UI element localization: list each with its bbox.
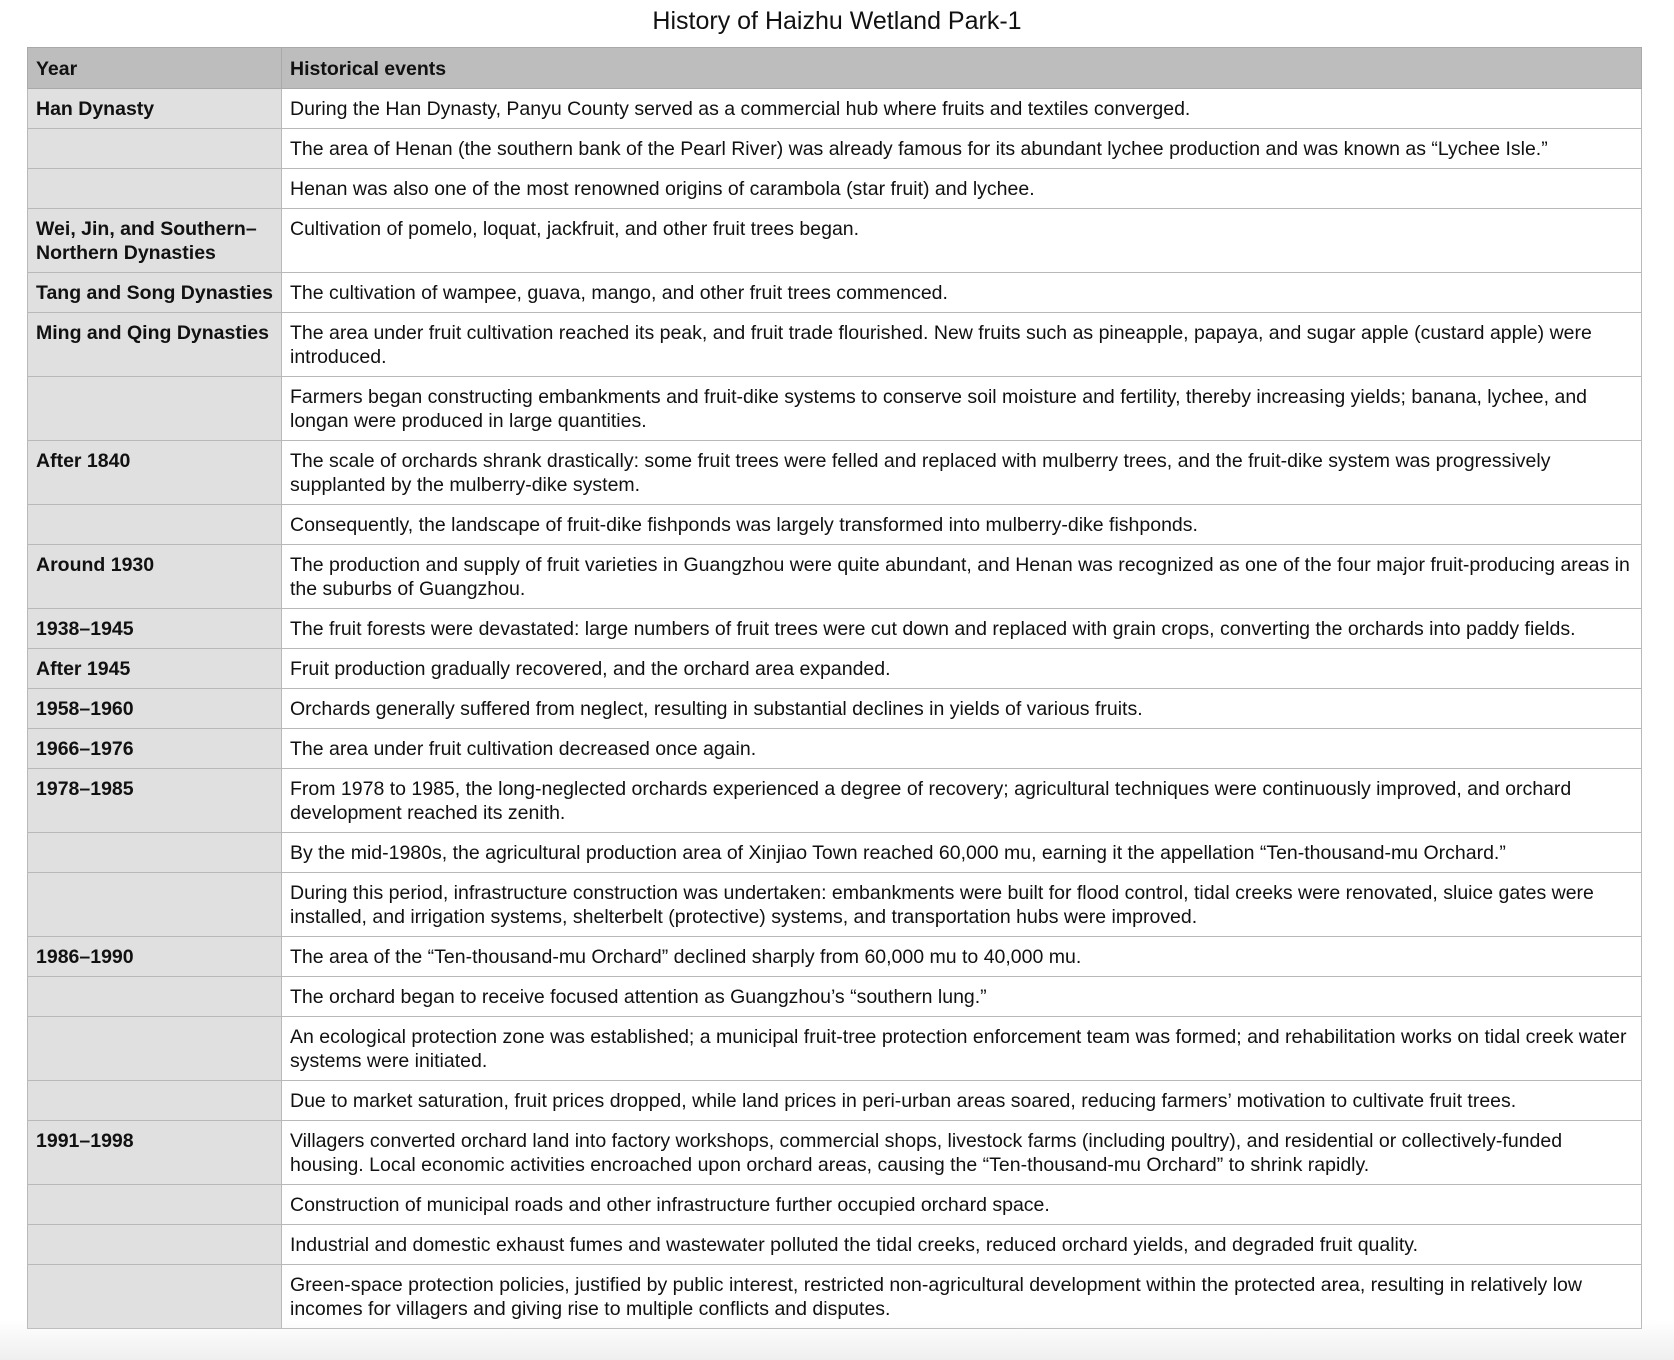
year-cell[interactable]	[28, 977, 282, 1017]
year-cell[interactable]: 1938–1945	[28, 609, 282, 649]
year-cell[interactable]: 1978–1985	[28, 769, 282, 833]
event-cell[interactable]: The scale of orchards shrank drastically: some fruit trees were felled and replaced with mulberry trees, and the fruit-dike system was progressively supplanted by the mulberry-dike system.	[282, 441, 1642, 505]
history-table	[27, 47, 1642, 1329]
event-cell[interactable]: The production and supply of fruit varieties in Guangzhou were quite abundant, and Henan was recognized as one of the four major fruit-producing areas in the suburbs of Guangzhou.	[282, 545, 1642, 609]
table-row	[28, 873, 1642, 937]
year-cell[interactable]: Tang and Song Dynasties	[28, 273, 282, 313]
event-cell[interactable]: From 1978 to 1985, the long-neglected orchards experienced a degree of recovery; agricultural techniques were continuously improved, and orchard development reached its zenith.	[282, 769, 1642, 833]
event-cell[interactable]: The cultivation of wampee, guava, mango, and other fruit trees commenced.	[282, 273, 1642, 313]
year-cell[interactable]: 1966–1976	[28, 729, 282, 769]
event-cell[interactable]: An ecological protection zone was established; a municipal fruit-tree protection enforcement team was formed; and rehabilitation works on tidal creek water systems were initiated.	[282, 1017, 1642, 1081]
column-header-year[interactable]: Year	[28, 48, 282, 89]
table-row	[28, 129, 1642, 169]
event-cell[interactable]: The area under fruit cultivation reached its peak, and fruit trade flourished. New fruits such as pineapple, papaya, and sugar apple (custard apple) were introduced.	[282, 313, 1642, 377]
sheet-title: History of Haizhu Wetland Park-1	[652, 7, 1022, 35]
header-row	[28, 48, 1642, 89]
table-row	[28, 89, 1642, 129]
year-cell[interactable]	[28, 377, 282, 441]
event-cell[interactable]: Farmers began constructing embankments and fruit-dike systems to conserve soil moisture and fertility, thereby increasing yields; banana, lychee, and longan were produced in large quantities.	[282, 377, 1642, 441]
year-cell[interactable]	[28, 1185, 282, 1225]
table-row	[28, 1265, 1642, 1329]
table-row	[28, 1185, 1642, 1225]
table-row	[28, 1225, 1642, 1265]
event-cell[interactable]: Construction of municipal roads and other infrastructure further occupied orchard space.	[282, 1185, 1642, 1225]
table-row	[28, 769, 1642, 833]
table-row	[28, 1081, 1642, 1121]
event-cell[interactable]: Consequently, the landscape of fruit-dike fishponds was largely transformed into mulberry-dike fishponds.	[282, 505, 1642, 545]
table-row	[28, 441, 1642, 505]
table-row	[28, 833, 1642, 873]
event-cell[interactable]: Industrial and domestic exhaust fumes and wastewater polluted the tidal creeks, reduced orchard yields, and degraded fruit quality.	[282, 1225, 1642, 1265]
year-cell[interactable]: Han Dynasty	[28, 89, 282, 129]
event-cell[interactable]: The fruit forests were devastated: large numbers of fruit trees were cut down and replaced with grain crops, converting the orchards into paddy fields.	[282, 609, 1642, 649]
table-row	[28, 209, 1642, 273]
table-row	[28, 1121, 1642, 1185]
event-cell[interactable]: The area of the “Ten-thousand-mu Orchard” declined sharply from 60,000 mu to 40,000 mu.	[282, 937, 1642, 977]
event-cell[interactable]: The orchard began to receive focused attention as Guangzhou’s “southern lung.”	[282, 977, 1642, 1017]
table-row	[28, 313, 1642, 377]
year-cell[interactable]	[28, 833, 282, 873]
year-cell[interactable]	[28, 129, 282, 169]
table-row	[28, 505, 1642, 545]
table-row	[28, 977, 1642, 1017]
year-cell[interactable]: 1986–1990	[28, 937, 282, 977]
year-cell[interactable]: 1991–1998	[28, 1121, 282, 1185]
column-header-historical-events[interactable]: Historical events	[282, 48, 1642, 89]
table-row	[28, 377, 1642, 441]
event-cell[interactable]: Fruit production gradually recovered, and the orchard area expanded.	[282, 649, 1642, 689]
event-cell[interactable]: The area under fruit cultivation decreased once again.	[282, 729, 1642, 769]
event-cell[interactable]: Orchards generally suffered from neglect, resulting in substantial declines in yields of various fruits.	[282, 689, 1642, 729]
year-cell[interactable]	[28, 873, 282, 937]
table-row	[28, 609, 1642, 649]
table-row	[28, 649, 1642, 689]
year-cell[interactable]: 1958–1960	[28, 689, 282, 729]
event-cell[interactable]: Due to market saturation, fruit prices dropped, while land prices in peri-urban areas soared, reducing farmers’ motivation to cultivate fruit trees.	[282, 1081, 1642, 1121]
year-cell[interactable]: Ming and Qing Dynasties	[28, 313, 282, 377]
table-row	[28, 169, 1642, 209]
year-cell[interactable]	[28, 505, 282, 545]
table-container	[27, 47, 1641, 1329]
year-cell[interactable]	[28, 1081, 282, 1121]
event-cell[interactable]: The area of Henan (the southern bank of the Pearl River) was already famous for its abundant lychee production and was known as “Lychee Isle.”	[282, 129, 1642, 169]
event-cell[interactable]: By the mid-1980s, the agricultural production area of Xinjiao Town reached 60,000 mu, earning it the appellation “Ten-thousand-mu Orchard.”	[282, 833, 1642, 873]
table-row	[28, 1017, 1642, 1081]
event-cell[interactable]: Villagers converted orchard land into factory workshops, commercial shops, livestock farms (including poultry), and residential or collectively-funded housing. Local economic activities encroached upon orchard areas, causing the “Ten-thousand-mu Orchard” to shrink rapidly.	[282, 1121, 1642, 1185]
event-cell[interactable]: Cultivation of pomelo, loquat, jackfruit, and other fruit trees began.	[282, 209, 1642, 273]
year-cell[interactable]: After 1945	[28, 649, 282, 689]
event-cell[interactable]: Green-space protection policies, justified by public interest, restricted non-agricultural development within the protected area, resulting in relatively low incomes for villagers and giving rise to multiple conflicts and disputes.	[282, 1265, 1642, 1329]
event-cell[interactable]: During the Han Dynasty, Panyu County served as a commercial hub where fruits and textiles converged.	[282, 89, 1642, 129]
table-row	[28, 689, 1642, 729]
year-cell[interactable]: Wei, Jin, and Southern–Northern Dynasties	[28, 209, 282, 273]
table-row	[28, 273, 1642, 313]
year-cell[interactable]	[28, 1017, 282, 1081]
table-body	[28, 89, 1642, 1329]
year-cell[interactable]: After 1840	[28, 441, 282, 505]
year-cell[interactable]	[28, 169, 282, 209]
table-row	[28, 729, 1642, 769]
year-cell[interactable]	[28, 1265, 282, 1329]
table-row	[28, 545, 1642, 609]
year-cell[interactable]	[28, 1225, 282, 1265]
event-cell[interactable]: During this period, infrastructure construction was undertaken: embankments were built for flood control, tidal creeks were renovated, sluice gates were installed, and irrigation systems, shelterbelt (protective) systems, and transportation hubs were improved.	[282, 873, 1642, 937]
event-cell[interactable]: Henan was also one of the most renowned origins of carambola (star fruit) and lychee.	[282, 169, 1642, 209]
table-row	[28, 937, 1642, 977]
year-cell[interactable]: Around 1930	[28, 545, 282, 609]
